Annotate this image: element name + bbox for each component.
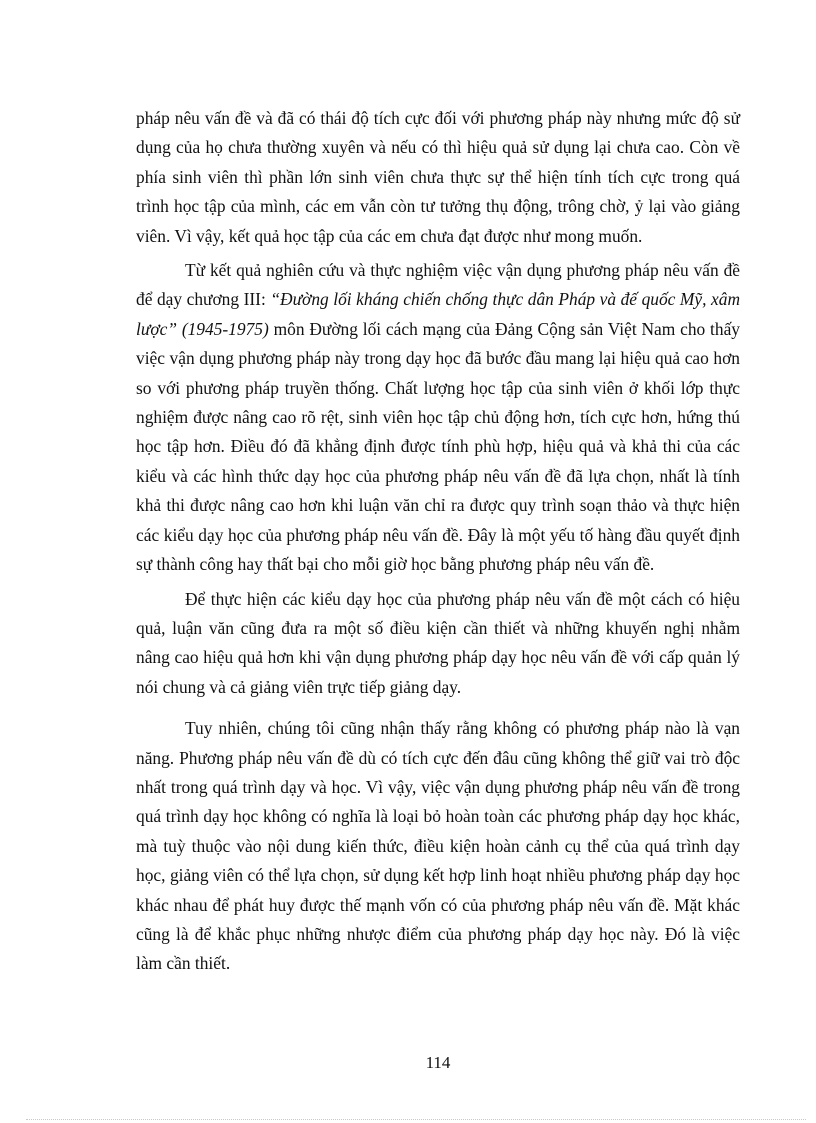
page-number: 114 (425, 1053, 451, 1072)
paragraph-conclusion: Tuy nhiên, chúng tôi cũng nhận thấy rằng không có phương pháp nào là vạn năng. Phương pháp nêu vấn đề dù có tích cực đến đâu cũng không thể giữ vai trò độc nhất trong quá trình dạy và học. Vì vậy, việc vận dụng phương pháp nêu vấn đề trong quá trình dạy học không có nghĩa là loại bỏ hoàn toàn các phương pháp dạy học khác, mà tuỳ thuộc vào nội dung kiến thức, điều kiện hoàn cảnh cụ thể của quá trình dạy học, giảng viên có thể lựa chọn, sử dụng kết hợp linh hoạt nhiều phương pháp dạy học khác nhau để phát huy được thế mạnh vốn có của phương pháp nêu vấn đề. Mặt khác cũng là để khắc phục những nhược điểm của phương pháp dạy học này. Đó là việc làm cần thiết. (136, 718, 740, 974)
paragraph-results-rest: môn Đường lối cách mạng của Đảng Cộng sản Việt Nam cho thấy việc vận dụng phương pháp này trong dạy học đã bước đầu mang lại hiệu quả cao hơn so với phương pháp truyền thống. Chất lượng học tập của sinh viên ở khối lớp thực nghiệm được nâng cao rõ rệt, sinh viên học tập chủ động hơn, tích cực hơn, hứng thú học tập hơn. Điều đó đã khẳng định được tính phù hợp, hiệu quả và khả thi của các kiểu và các hình thức dạy học của phương pháp nêu vấn đề đã lựa chọn, nhất là tính khả thi được nâng cao hơn khi luận văn chỉ ra được quy trình soạn thảo và thực hiện các kiểu dạy học của phương pháp nêu vấn đề. Đây là một yếu tố hàng đầu quyết định sự thành công hay thất bại cho mỗi giờ học bằng phương pháp nêu vấn đề. (136, 318, 740, 575)
bottom-divider (26, 1119, 806, 1120)
paragraph-results (136, 256, 740, 579)
body-text (136, 104, 740, 979)
paragraph-results-lead: Từ kết quả nghiên cứu và thực nghiệm việc vận dụng phương pháp nêu vấn đề để dạy chương III: (136, 260, 740, 310)
paragraph-continuation: pháp nêu vấn đề và đã có thái độ tích cực đối với phương pháp này nhưng mức độ sử dụng của họ chưa thường xuyên và nếu có thì hiệu quả sử dụng lại chưa cao. Còn về phía sinh viên thì phần lớn sinh viên chưa thực sự thể hiện tính tích cực trong quá trình học tập của mình, các em vẫn còn tư tưởng thụ động, trông chờ, ỷ lại vào giảng viên. Vì vậy, kết quả học tập của các em chưa đạt được như mong muốn. (136, 108, 740, 246)
paragraph-conditions: Để thực hiện các kiểu dạy học của phương pháp nêu vấn đề một cách có hiệu quả, luận văn cũng đưa ra một số điều kiện cần thiết và những khuyến nghị nhằm nâng cao hiệu quả hơn khi vận dụng phương pháp dạy học nêu vấn đề với cấp quản lý nói chung và cả giảng viên trực tiếp giảng dạy. (136, 588, 740, 697)
chapter-title: “Đường lối kháng chiến chống thực dân Pháp và đế quốc Mỹ, xâm lược” (1945-1975) (136, 289, 740, 339)
